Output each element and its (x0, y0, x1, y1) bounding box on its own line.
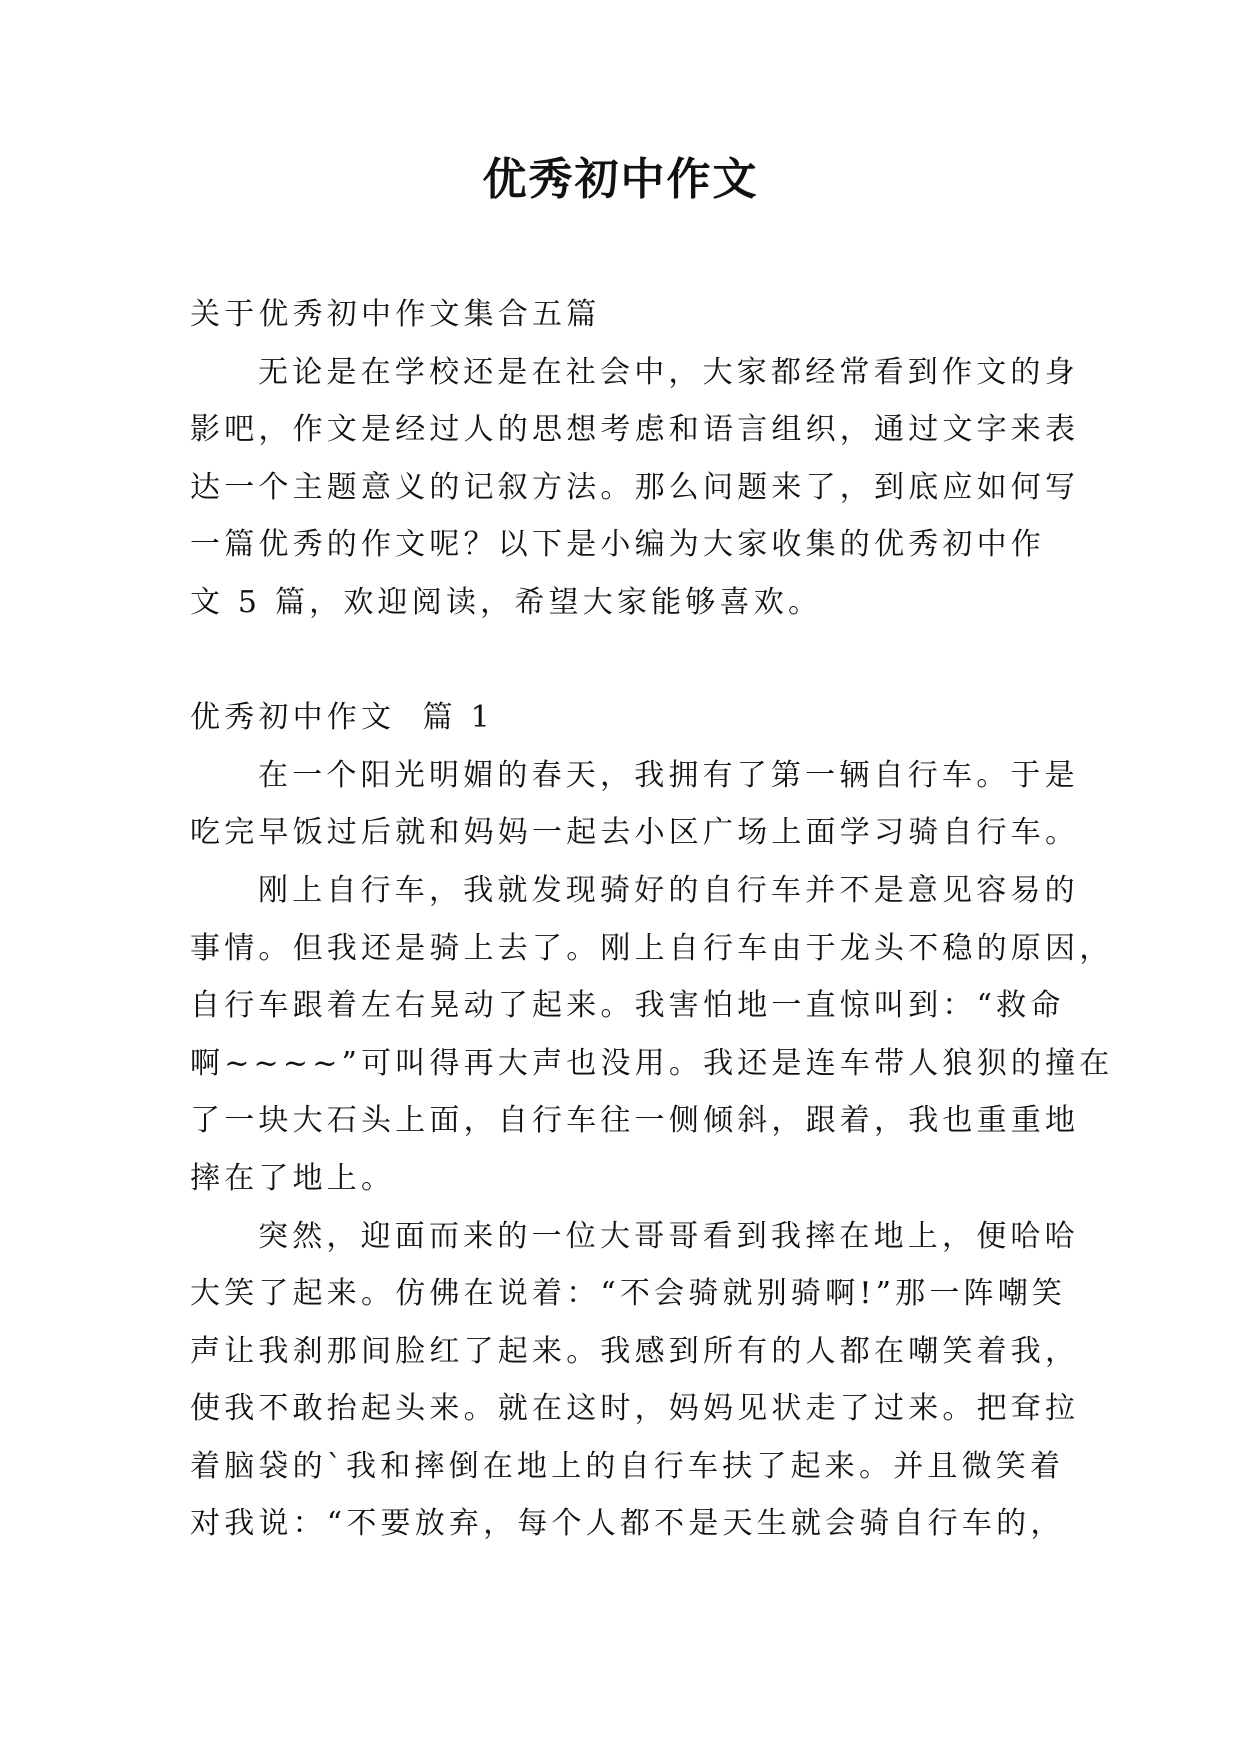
paragraph-line: 一篇优秀的作文呢？以下是小编为大家收集的优秀初中作 (190, 527, 1045, 563)
paragraph-line: 文 5 篇，欢迎阅读，希望大家能够喜欢。 (190, 584, 823, 620)
paragraph-line: 摔在了地上。 (190, 1160, 396, 1196)
paragraph-line: 突然，迎面而来的一位大哥哥看到我摔在地上，便哈哈 (258, 1218, 1079, 1254)
paragraph-line: 大笑了起来。仿佛在说着：“不会骑就别骑啊!”那一阵嘲笑 (190, 1276, 1067, 1312)
paragraph-line: 使我不敢抬起头来。就在这时，妈妈见状走了过来。把耷拉 (190, 1391, 1080, 1427)
paragraph-line: 影吧，作文是经过人的思想考虑和语言组织，通过文字来表 (190, 412, 1080, 448)
paragraph-line: 了一块大石头上面，自行车往一侧倾斜，跟着，我也重重地 (190, 1103, 1080, 1139)
paragraph-line: 啊~~~~”可叫得再大声也没用。我还是连车带人狼狈的撞在 (190, 1045, 1114, 1081)
paragraph-line: 事情。但我还是骑上去了。刚上自行车由于龙头不稳的原因， (190, 930, 1114, 966)
paragraph-line: 着脑袋的`我和摔倒在地上的自行车扶了起来。并且微笑着 (190, 1448, 1065, 1484)
paragraph-line: 吃完早饭过后就和妈妈一起去小区广场上面学习骑自行车。 (190, 815, 1080, 851)
paragraph-line: 声让我刹那间脸红了起来。我感到所有的人都在嘲笑着我， (190, 1333, 1080, 1369)
section-heading: 优秀初中作文 篇 1 (190, 700, 494, 736)
blank-line (190, 632, 1052, 690)
subtitle-line: 关于优秀初中作文集合五篇 (190, 297, 601, 332)
paragraph-line: 在一个阳光明媚的春天，我拥有了第一辆自行车。于是 (258, 757, 1079, 793)
paragraph-line: 无论是在学校还是在社会中，大家都经常看到作文的身 (258, 354, 1079, 390)
paragraph-line: 对我说：“不要放弃，每个人都不是天生就会骑自行车的， (190, 1506, 1065, 1542)
paragraph-line: 达一个主题意义的记叙方法。那么问题来了，到底应如何写 (190, 469, 1080, 505)
document-body (190, 286, 1114, 1553)
document-title: 优秀初中作文 (482, 154, 759, 205)
paragraph-line: 刚上自行车，我就发现骑好的自行车并不是意见容易的 (258, 872, 1079, 908)
paragraph-line: 自行车跟着左右晃动了起来。我害怕地一直惊叫到：“救命 (190, 988, 1065, 1024)
